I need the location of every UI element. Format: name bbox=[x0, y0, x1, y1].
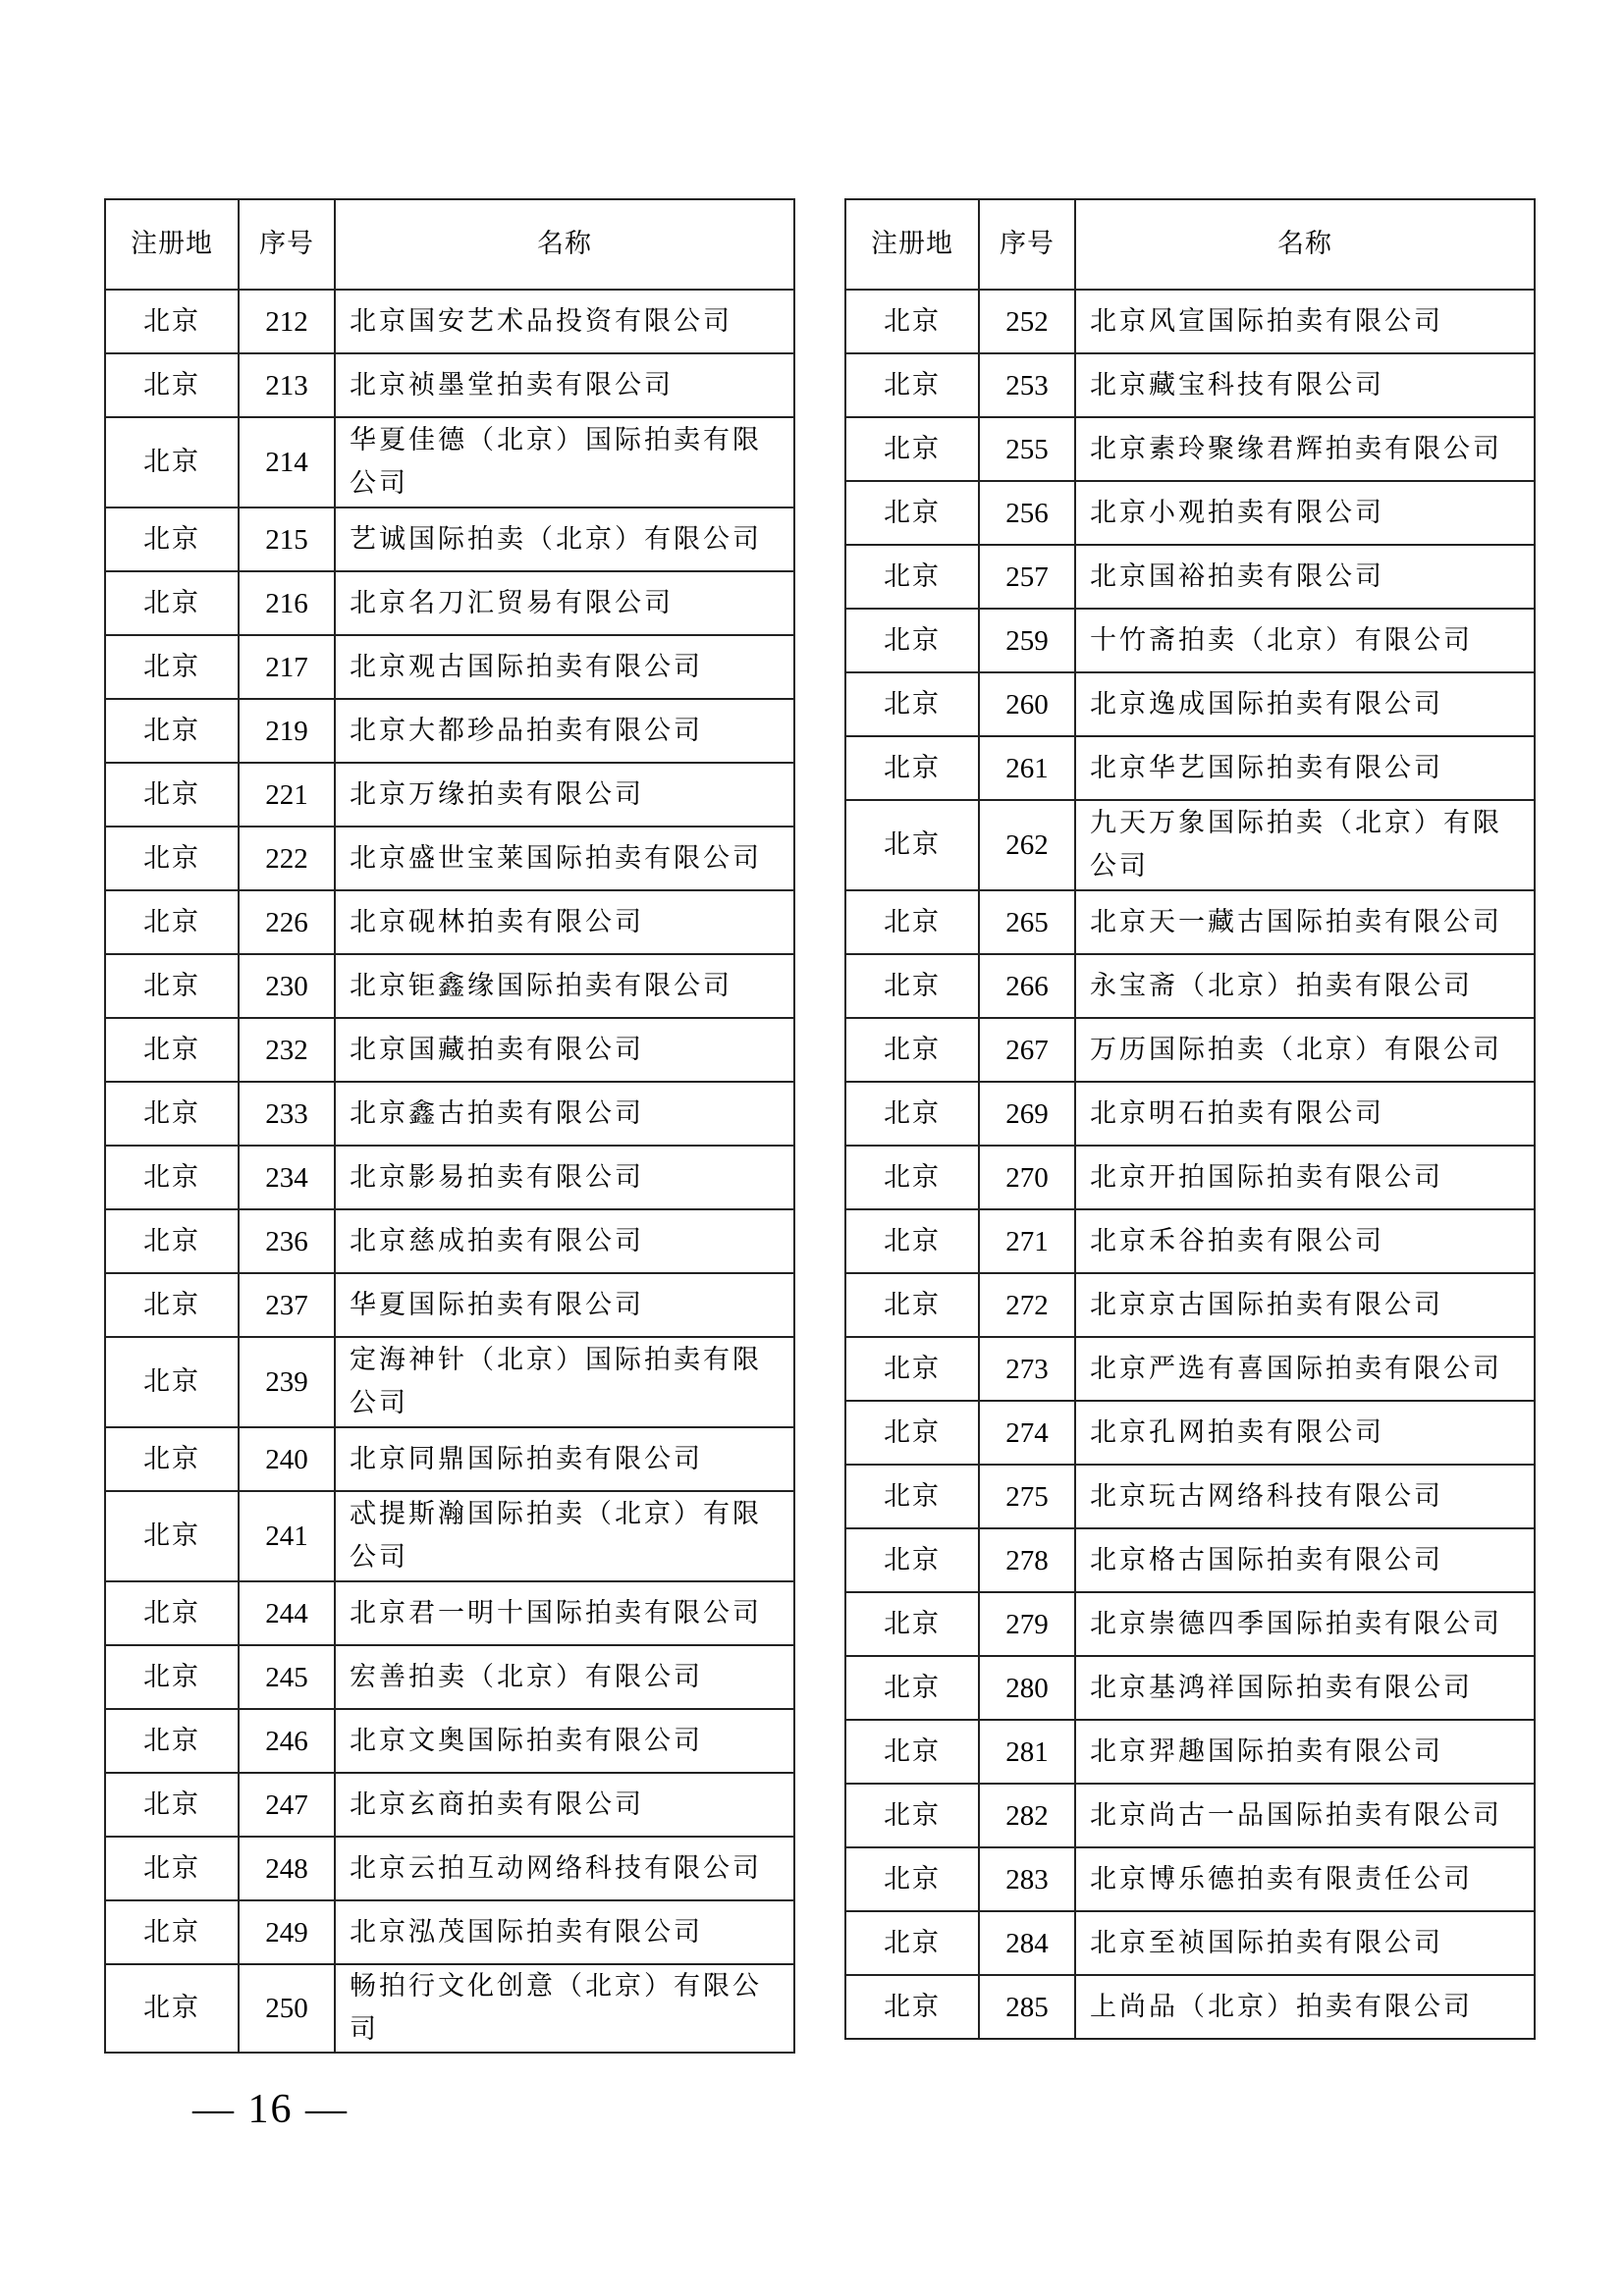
name-cell: 永宝斋（北京）拍卖有限公司 bbox=[1075, 954, 1535, 1018]
location-cell: 北京 bbox=[105, 1900, 239, 1964]
table-row bbox=[845, 1592, 1535, 1656]
location-cell: 北京 bbox=[105, 827, 239, 890]
table-row bbox=[845, 1082, 1535, 1146]
location-cell: 北京 bbox=[105, 1773, 239, 1837]
table-row bbox=[105, 1900, 794, 1964]
number-cell: 274 bbox=[979, 1401, 1075, 1465]
name-cell: 北京天一藏古国际拍卖有限公司 bbox=[1075, 890, 1535, 954]
name-cell: 北京君一明十国际拍卖有限公司 bbox=[335, 1581, 794, 1645]
name-cell: 艺诚国际拍卖（北京）有限公司 bbox=[335, 507, 794, 571]
table-row bbox=[845, 1975, 1535, 2039]
table-row bbox=[105, 571, 794, 635]
name-cell: 北京藏宝科技有限公司 bbox=[1075, 353, 1535, 417]
name-cell: 北京禾谷拍卖有限公司 bbox=[1075, 1209, 1535, 1273]
number-cell: 245 bbox=[239, 1645, 335, 1709]
location-cell: 北京 bbox=[105, 1018, 239, 1082]
table-row bbox=[845, 1656, 1535, 1720]
table-row bbox=[105, 1645, 794, 1709]
location-cell: 北京 bbox=[845, 609, 979, 672]
name-cell: 北京玩古网络科技有限公司 bbox=[1075, 1465, 1535, 1528]
location-cell: 北京 bbox=[105, 1645, 239, 1709]
location-cell: 北京 bbox=[845, 1592, 979, 1656]
number-cell: 266 bbox=[979, 954, 1075, 1018]
name-cell: 北京影易拍卖有限公司 bbox=[335, 1146, 794, 1209]
table-row bbox=[105, 1337, 794, 1427]
location-cell: 北京 bbox=[105, 763, 239, 827]
number-cell: 272 bbox=[979, 1273, 1075, 1337]
table-row bbox=[845, 672, 1535, 736]
registry-table-left bbox=[104, 198, 795, 2054]
location-cell: 北京 bbox=[845, 1975, 979, 2039]
number-cell: 237 bbox=[239, 1273, 335, 1337]
name-cell: 北京万缘拍卖有限公司 bbox=[335, 763, 794, 827]
location-cell: 北京 bbox=[845, 545, 979, 609]
name-cell: 北京孔网拍卖有限公司 bbox=[1075, 1401, 1535, 1465]
name-cell: 北京严选有喜国际拍卖有限公司 bbox=[1075, 1337, 1535, 1401]
table-row bbox=[105, 635, 794, 699]
header-number: 序号 bbox=[239, 199, 335, 290]
header-row bbox=[105, 199, 794, 290]
location-cell: 北京 bbox=[845, 1401, 979, 1465]
name-cell: 十竹斋拍卖（北京）有限公司 bbox=[1075, 609, 1535, 672]
name-cell: 北京明石拍卖有限公司 bbox=[1075, 1082, 1535, 1146]
table-row bbox=[105, 1773, 794, 1837]
table-row bbox=[105, 1018, 794, 1082]
header-row bbox=[845, 199, 1535, 290]
table-row bbox=[845, 1465, 1535, 1528]
location-cell: 北京 bbox=[105, 507, 239, 571]
number-cell: 281 bbox=[979, 1720, 1075, 1784]
number-cell: 248 bbox=[239, 1837, 335, 1900]
number-cell: 226 bbox=[239, 890, 335, 954]
number-cell: 247 bbox=[239, 1773, 335, 1837]
table-row bbox=[105, 1209, 794, 1273]
number-cell: 257 bbox=[979, 545, 1075, 609]
location-cell: 北京 bbox=[105, 1581, 239, 1645]
location-cell: 北京 bbox=[105, 571, 239, 635]
name-cell: 北京国安艺术品投资有限公司 bbox=[335, 290, 794, 353]
number-cell: 282 bbox=[979, 1784, 1075, 1847]
table-row bbox=[105, 290, 794, 353]
table-row bbox=[105, 763, 794, 827]
registry-table-right bbox=[844, 198, 1536, 2040]
name-cell: 北京祯墨堂拍卖有限公司 bbox=[335, 353, 794, 417]
right-table-body bbox=[845, 290, 1535, 2039]
table-row bbox=[845, 609, 1535, 672]
table-row bbox=[105, 954, 794, 1018]
page-number: — 16 — bbox=[192, 2087, 349, 2132]
number-cell: 239 bbox=[239, 1337, 335, 1427]
name-cell: 北京泓茂国际拍卖有限公司 bbox=[335, 1900, 794, 1964]
name-cell: 畅拍行文化创意（北京）有限公司 bbox=[335, 1964, 794, 2053]
number-cell: 246 bbox=[239, 1709, 335, 1773]
table-row bbox=[105, 1427, 794, 1491]
table-row bbox=[845, 1337, 1535, 1401]
location-cell: 北京 bbox=[845, 481, 979, 545]
name-cell: 北京博乐德拍卖有限责任公司 bbox=[1075, 1847, 1535, 1911]
location-cell: 北京 bbox=[105, 1337, 239, 1427]
table-row bbox=[845, 417, 1535, 481]
name-cell: 北京名刀汇贸易有限公司 bbox=[335, 571, 794, 635]
number-cell: 271 bbox=[979, 1209, 1075, 1273]
table-row bbox=[845, 1018, 1535, 1082]
location-cell: 北京 bbox=[845, 1273, 979, 1337]
location-cell: 北京 bbox=[845, 1082, 979, 1146]
table-row bbox=[105, 699, 794, 763]
location-cell: 北京 bbox=[845, 1784, 979, 1847]
location-cell: 北京 bbox=[105, 635, 239, 699]
table-row bbox=[845, 736, 1535, 800]
name-cell: 北京砚林拍卖有限公司 bbox=[335, 890, 794, 954]
location-cell: 北京 bbox=[105, 1837, 239, 1900]
number-cell: 232 bbox=[239, 1018, 335, 1082]
table-row bbox=[105, 1964, 794, 2053]
number-cell: 265 bbox=[979, 890, 1075, 954]
name-cell: 北京崇德四季国际拍卖有限公司 bbox=[1075, 1592, 1535, 1656]
header-location: 注册地 bbox=[845, 199, 979, 290]
name-cell: 北京开拍国际拍卖有限公司 bbox=[1075, 1146, 1535, 1209]
number-cell: 249 bbox=[239, 1900, 335, 1964]
number-cell: 260 bbox=[979, 672, 1075, 736]
header-name: 名称 bbox=[1075, 199, 1535, 290]
number-cell: 217 bbox=[239, 635, 335, 699]
number-cell: 214 bbox=[239, 417, 335, 507]
location-cell: 北京 bbox=[845, 1656, 979, 1720]
number-cell: 275 bbox=[979, 1465, 1075, 1528]
number-cell: 253 bbox=[979, 353, 1075, 417]
name-cell: 北京基鸿祥国际拍卖有限公司 bbox=[1075, 1656, 1535, 1720]
name-cell: 北京大都珍品拍卖有限公司 bbox=[335, 699, 794, 763]
number-cell: 250 bbox=[239, 1964, 335, 2053]
number-cell: 273 bbox=[979, 1337, 1075, 1401]
number-cell: 255 bbox=[979, 417, 1075, 481]
table-row bbox=[845, 890, 1535, 954]
number-cell: 222 bbox=[239, 827, 335, 890]
location-cell: 北京 bbox=[105, 1709, 239, 1773]
table-row bbox=[845, 1784, 1535, 1847]
location-cell: 北京 bbox=[845, 1911, 979, 1975]
name-cell: 北京尚古一品国际拍卖有限公司 bbox=[1075, 1784, 1535, 1847]
header-number: 序号 bbox=[979, 199, 1075, 290]
location-cell: 北京 bbox=[105, 1209, 239, 1273]
number-cell: 267 bbox=[979, 1018, 1075, 1082]
name-cell: 北京鑫古拍卖有限公司 bbox=[335, 1082, 794, 1146]
table-row bbox=[105, 1837, 794, 1900]
location-cell: 北京 bbox=[105, 954, 239, 1018]
location-cell: 北京 bbox=[845, 954, 979, 1018]
table-row bbox=[105, 353, 794, 417]
name-cell: 北京至祯国际拍卖有限公司 bbox=[1075, 1911, 1535, 1975]
location-cell: 北京 bbox=[105, 353, 239, 417]
location-cell: 北京 bbox=[845, 1847, 979, 1911]
location-cell: 北京 bbox=[105, 1146, 239, 1209]
location-cell: 北京 bbox=[105, 417, 239, 507]
location-cell: 北京 bbox=[845, 736, 979, 800]
number-cell: 278 bbox=[979, 1528, 1075, 1592]
location-cell: 北京 bbox=[845, 1720, 979, 1784]
location-cell: 北京 bbox=[845, 672, 979, 736]
name-cell: 北京素玲聚缘君辉拍卖有限公司 bbox=[1075, 417, 1535, 481]
header-name: 名称 bbox=[335, 199, 794, 290]
table-row bbox=[845, 353, 1535, 417]
name-cell: 北京观古国际拍卖有限公司 bbox=[335, 635, 794, 699]
name-cell: 北京云拍互动网络科技有限公司 bbox=[335, 1837, 794, 1900]
table-row bbox=[105, 1273, 794, 1337]
name-cell: 宏善拍卖（北京）有限公司 bbox=[335, 1645, 794, 1709]
location-cell: 北京 bbox=[105, 1082, 239, 1146]
name-cell: 北京国裕拍卖有限公司 bbox=[1075, 545, 1535, 609]
header-location: 注册地 bbox=[105, 199, 239, 290]
number-cell: 212 bbox=[239, 290, 335, 353]
number-cell: 269 bbox=[979, 1082, 1075, 1146]
table-row bbox=[845, 545, 1535, 609]
location-cell: 北京 bbox=[845, 1018, 979, 1082]
location-cell: 北京 bbox=[105, 1427, 239, 1491]
name-cell: 北京京古国际拍卖有限公司 bbox=[1075, 1273, 1535, 1337]
number-cell: 215 bbox=[239, 507, 335, 571]
name-cell: 上尚品（北京）拍卖有限公司 bbox=[1075, 1975, 1535, 2039]
location-cell: 北京 bbox=[105, 1964, 239, 2053]
table-row bbox=[845, 954, 1535, 1018]
number-cell: 244 bbox=[239, 1581, 335, 1645]
name-cell: 北京羿趣国际拍卖有限公司 bbox=[1075, 1720, 1535, 1784]
name-cell: 定海神针（北京）国际拍卖有限公司 bbox=[335, 1337, 794, 1427]
number-cell: 219 bbox=[239, 699, 335, 763]
location-cell: 北京 bbox=[845, 800, 979, 890]
table-row bbox=[105, 417, 794, 507]
table-row bbox=[845, 1401, 1535, 1465]
table-row bbox=[105, 1082, 794, 1146]
table-row bbox=[105, 507, 794, 571]
left-table-body bbox=[105, 290, 794, 2053]
location-cell: 北京 bbox=[845, 353, 979, 417]
name-cell: 华夏国际拍卖有限公司 bbox=[335, 1273, 794, 1337]
table-row bbox=[105, 1146, 794, 1209]
table-row bbox=[105, 827, 794, 890]
table-row bbox=[845, 290, 1535, 353]
table-row bbox=[845, 1209, 1535, 1273]
name-cell: 华夏佳德（北京）国际拍卖有限公司 bbox=[335, 417, 794, 507]
name-cell: 北京慈成拍卖有限公司 bbox=[335, 1209, 794, 1273]
number-cell: 283 bbox=[979, 1847, 1075, 1911]
table-row bbox=[105, 1581, 794, 1645]
number-cell: 233 bbox=[239, 1082, 335, 1146]
name-cell: 北京小观拍卖有限公司 bbox=[1075, 481, 1535, 545]
number-cell: 279 bbox=[979, 1592, 1075, 1656]
location-cell: 北京 bbox=[845, 417, 979, 481]
location-cell: 北京 bbox=[105, 1491, 239, 1581]
table-row bbox=[105, 1491, 794, 1581]
number-cell: 240 bbox=[239, 1427, 335, 1491]
number-cell: 241 bbox=[239, 1491, 335, 1581]
name-cell: 北京钜鑫缘国际拍卖有限公司 bbox=[335, 954, 794, 1018]
location-cell: 北京 bbox=[845, 1337, 979, 1401]
number-cell: 230 bbox=[239, 954, 335, 1018]
location-cell: 北京 bbox=[105, 890, 239, 954]
name-cell: 北京国藏拍卖有限公司 bbox=[335, 1018, 794, 1082]
table-row bbox=[845, 1146, 1535, 1209]
location-cell: 北京 bbox=[105, 290, 239, 353]
number-cell: 234 bbox=[239, 1146, 335, 1209]
name-cell: 北京风宣国际拍卖有限公司 bbox=[1075, 290, 1535, 353]
location-cell: 北京 bbox=[845, 290, 979, 353]
number-cell: 252 bbox=[979, 290, 1075, 353]
name-cell: 忒提斯瀚国际拍卖（北京）有限公司 bbox=[335, 1491, 794, 1581]
table-row bbox=[845, 1911, 1535, 1975]
name-cell: 北京逸成国际拍卖有限公司 bbox=[1075, 672, 1535, 736]
location-cell: 北京 bbox=[105, 699, 239, 763]
number-cell: 280 bbox=[979, 1656, 1075, 1720]
name-cell: 北京格古国际拍卖有限公司 bbox=[1075, 1528, 1535, 1592]
number-cell: 262 bbox=[979, 800, 1075, 890]
table-row bbox=[845, 1720, 1535, 1784]
location-cell: 北京 bbox=[845, 1528, 979, 1592]
location-cell: 北京 bbox=[845, 1465, 979, 1528]
table-row bbox=[105, 1709, 794, 1773]
table-row bbox=[845, 1273, 1535, 1337]
location-cell: 北京 bbox=[845, 1146, 979, 1209]
location-cell: 北京 bbox=[845, 1209, 979, 1273]
location-cell: 北京 bbox=[105, 1273, 239, 1337]
table-row bbox=[845, 1528, 1535, 1592]
table-row bbox=[105, 890, 794, 954]
name-cell: 北京文奥国际拍卖有限公司 bbox=[335, 1709, 794, 1773]
name-cell: 北京华艺国际拍卖有限公司 bbox=[1075, 736, 1535, 800]
name-cell: 北京同鼎国际拍卖有限公司 bbox=[335, 1427, 794, 1491]
number-cell: 284 bbox=[979, 1911, 1075, 1975]
table-row bbox=[845, 800, 1535, 890]
number-cell: 221 bbox=[239, 763, 335, 827]
name-cell: 北京玄商拍卖有限公司 bbox=[335, 1773, 794, 1837]
number-cell: 261 bbox=[979, 736, 1075, 800]
number-cell: 285 bbox=[979, 1975, 1075, 2039]
number-cell: 216 bbox=[239, 571, 335, 635]
table-row bbox=[845, 481, 1535, 545]
number-cell: 236 bbox=[239, 1209, 335, 1273]
number-cell: 270 bbox=[979, 1146, 1075, 1209]
name-cell: 九天万象国际拍卖（北京）有限公司 bbox=[1075, 800, 1535, 890]
name-cell: 北京盛世宝莱国际拍卖有限公司 bbox=[335, 827, 794, 890]
table-row bbox=[845, 1847, 1535, 1911]
number-cell: 256 bbox=[979, 481, 1075, 545]
number-cell: 213 bbox=[239, 353, 335, 417]
number-cell: 259 bbox=[979, 609, 1075, 672]
location-cell: 北京 bbox=[845, 890, 979, 954]
name-cell: 万历国际拍卖（北京）有限公司 bbox=[1075, 1018, 1535, 1082]
